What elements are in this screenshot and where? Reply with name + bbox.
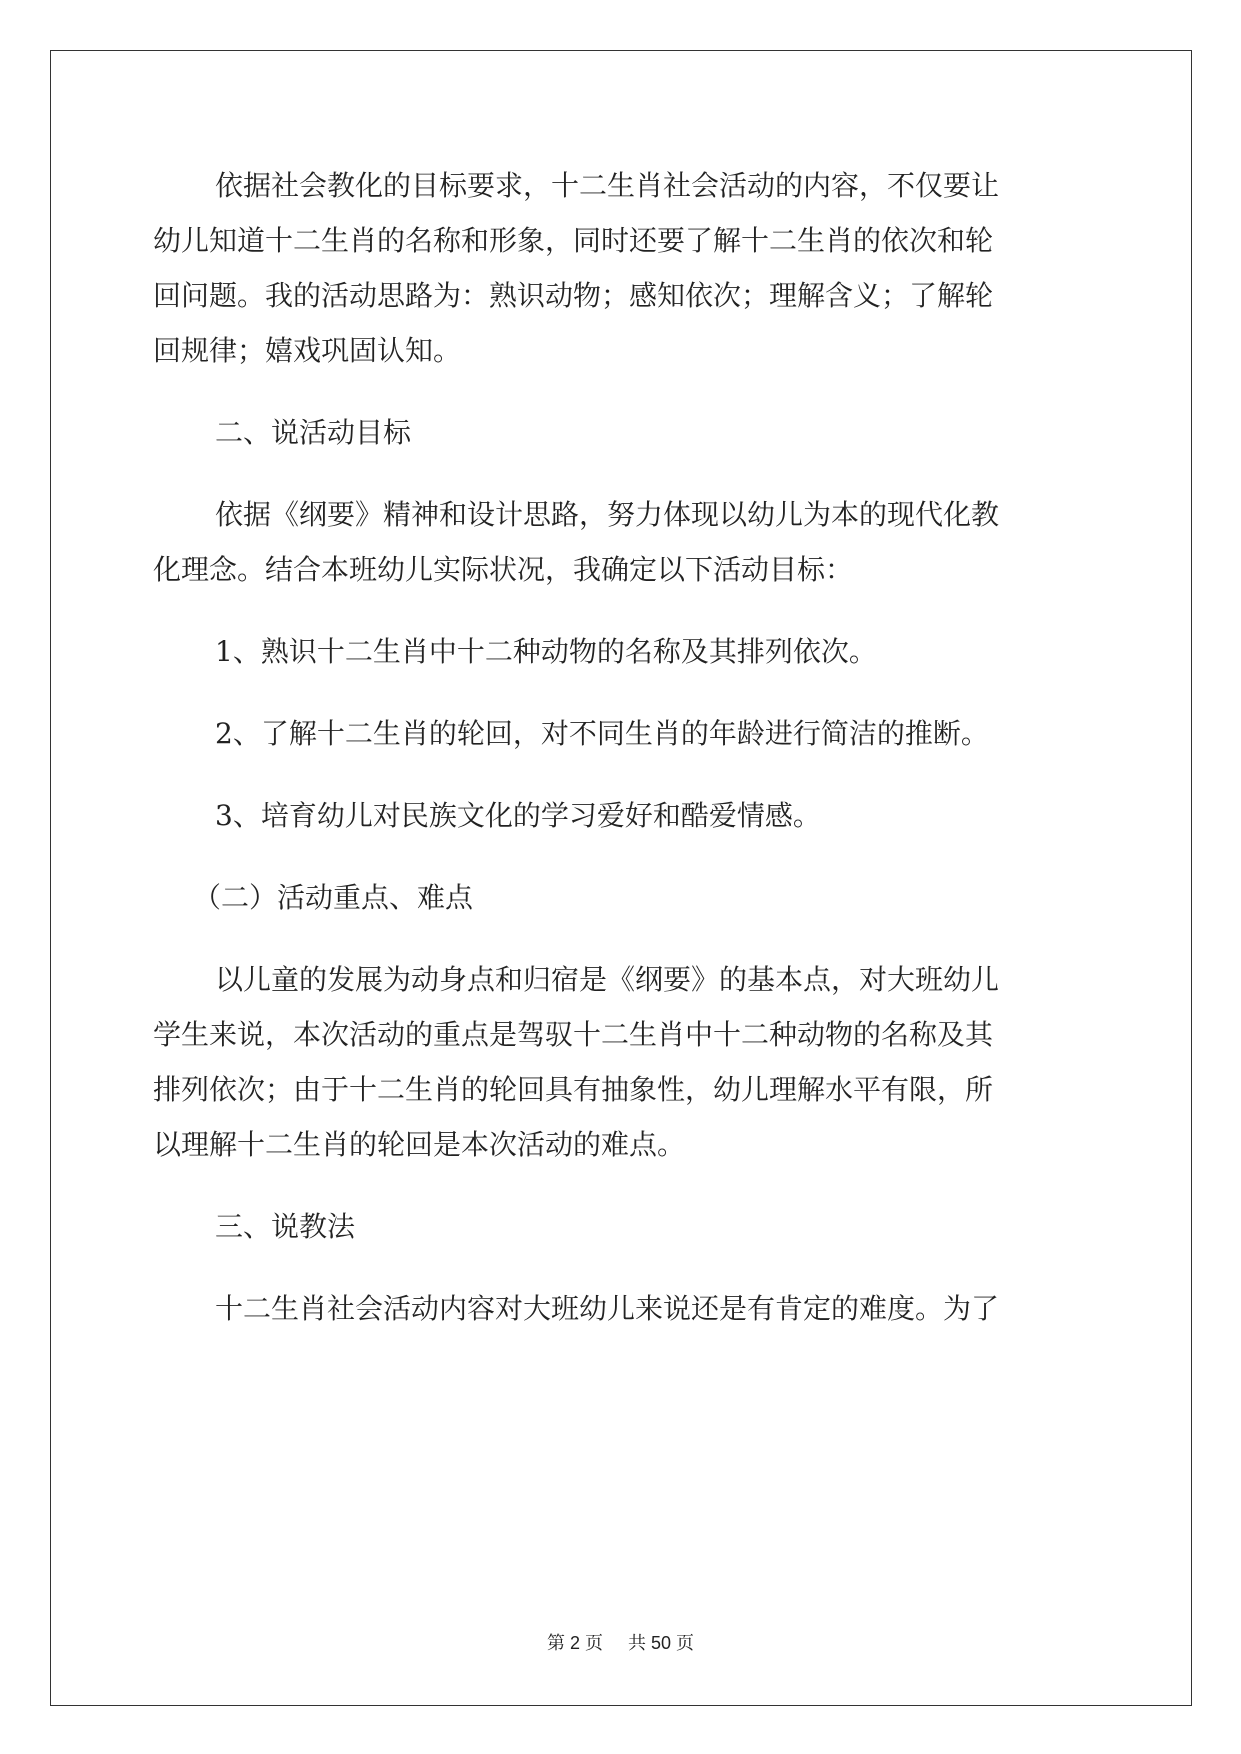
page-number: 第 2 页	[546, 1633, 603, 1653]
text-line: 排列依次；由于十二生肖的轮回具有抽象性，幼儿理解水平有限，所	[153, 1073, 994, 1106]
page-total: 共 50 页	[628, 1633, 695, 1653]
list-item	[153, 624, 1093, 679]
paragraph	[153, 1281, 1093, 1336]
text-line: 依据《纲要》精神和设计思路，努力体现以幼儿为本的现代化教	[215, 498, 1000, 531]
text-line: 学生来说，本次活动的重点是驾驭十二生肖中十二种动物的名称及其	[153, 1018, 994, 1051]
paragraph	[153, 487, 1093, 597]
page-footer	[0, 1629, 1241, 1655]
list-item	[153, 788, 1093, 843]
text-line: 十二生肖社会活动内容对大班幼儿来说还是有肯定的难度。为了	[215, 1292, 1000, 1325]
paragraph	[153, 158, 1093, 378]
text-line: 二、说活动目标	[215, 416, 412, 449]
text-line: 幼儿知道十二生肖的名称和形象，同时还要了解十二生肖的依次和轮	[153, 224, 994, 257]
text-line: 回问题。我的活动思路为：熟识动物；感知依次；理解含义；了解轮	[153, 279, 994, 312]
section-heading	[153, 405, 1093, 460]
section-heading	[153, 870, 1093, 925]
text-line: 化理念。结合本班幼儿实际状况，我确定以下活动目标：	[153, 553, 854, 586]
text-line: 2、了解十二生肖的轮回，对不同生肖的年龄进行简洁的推断。	[215, 717, 989, 750]
text-line: 1、熟识十二生肖中十二种动物的名称及其排列依次。	[215, 635, 877, 668]
text-line: 依据社会教化的目标要求，十二生肖社会活动的内容，不仅要让	[215, 169, 1000, 202]
text-line: 三、说教法	[215, 1210, 356, 1243]
paragraph	[153, 952, 1093, 1172]
section-heading	[153, 1199, 1093, 1254]
text-line: 3、培育幼儿对民族文化的学习爱好和酷爱情感。	[215, 799, 821, 832]
text-line: （二）活动重点、难点	[193, 881, 474, 914]
text-line: 以儿童的发展为动身点和归宿是《纲要》的基本点，对大班幼儿	[215, 963, 1000, 996]
document-body	[153, 158, 1093, 1363]
text-line: 以理解十二生肖的轮回是本次活动的难点。	[153, 1128, 686, 1161]
text-line: 回规律；嬉戏巩固认知。	[153, 334, 462, 367]
list-item	[153, 706, 1093, 761]
